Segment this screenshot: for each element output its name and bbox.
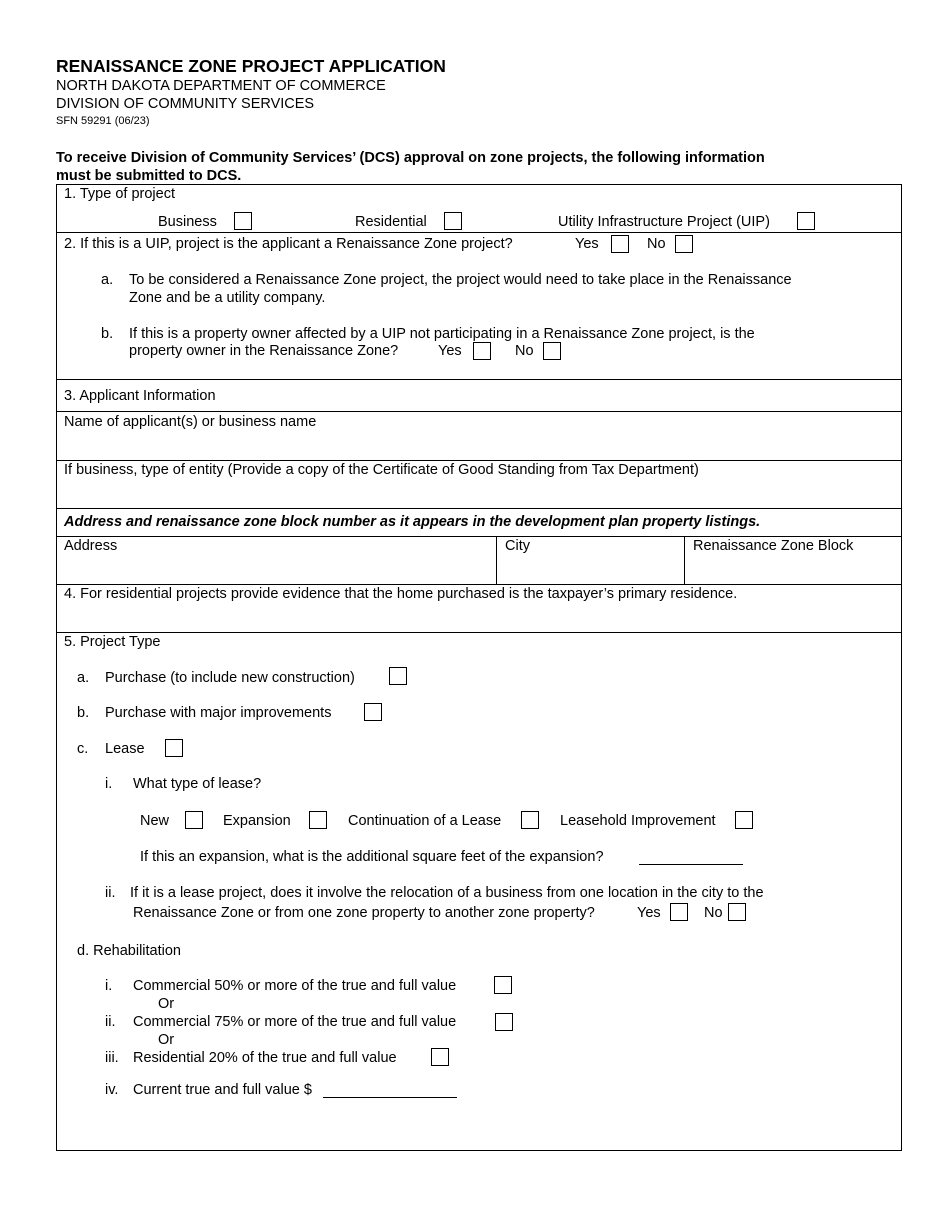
section-1-title: 1. Type of project (64, 186, 175, 202)
divider (56, 584, 902, 585)
divider (56, 536, 902, 537)
expansion-sqft-field[interactable] (639, 864, 743, 865)
department-name: NORTH DAKOTA DEPARTMENT OF COMMERCE (56, 78, 386, 94)
address-label: Address (64, 538, 118, 554)
division-name: DIVISION OF COMMUNITY SERVICES (56, 96, 315, 112)
purchase-improvements-checkbox[interactable] (364, 703, 382, 721)
purchase-label: Purchase (to include new construction) (105, 670, 355, 686)
purchase-improvements-label: Purchase with major improvements (105, 705, 332, 721)
item-marker: ii. (105, 885, 116, 901)
section-2b-line-1: If this is a property owner affected by a UIP not participating in a Renaissance Zone project, is the (129, 326, 755, 342)
residence-evidence-field[interactable] (57, 604, 901, 631)
section-3-title: 3. Applicant Information (64, 388, 216, 404)
item-marker: c. (77, 741, 89, 757)
leasehold-improvement-checkbox[interactable] (735, 811, 753, 829)
or-text: Or (158, 996, 175, 1012)
address-field[interactable] (57, 556, 495, 583)
divider (56, 508, 902, 509)
lease-new-checkbox[interactable] (185, 811, 203, 829)
lease-type-question: What type of lease? (133, 776, 262, 792)
leasehold-improvement-label: Leasehold Improvement (560, 813, 716, 829)
entity-type-field[interactable] (57, 480, 901, 507)
relocation-question-line-1: If it is a lease project, does it involve the relocation of a business from one location in the city to the (130, 885, 764, 901)
residential-label: Residential (355, 214, 427, 230)
divider (56, 232, 902, 233)
purchase-checkbox[interactable] (389, 667, 407, 685)
uip-rz-yes-label: Yes (575, 236, 599, 252)
business-label: Business (158, 214, 217, 230)
owner-rz-no-checkbox[interactable] (543, 342, 561, 360)
applicant-name-field[interactable] (57, 432, 901, 459)
uip-rz-no-label: No (647, 236, 666, 252)
uip-rz-no-checkbox[interactable] (675, 235, 693, 253)
item-marker: a. (77, 670, 90, 686)
uip-checkbox[interactable] (797, 212, 815, 230)
item-marker: b. (101, 326, 114, 342)
address-note: Address and renaissance zone block number as it appears in the development plan property listings. (64, 514, 761, 530)
current-value-label: Current true and full value $ (133, 1082, 312, 1098)
lease-expansion-checkbox[interactable] (309, 811, 327, 829)
item-marker: a. (101, 272, 114, 288)
owner-rz-no-label: No (515, 343, 534, 359)
commercial-50-label: Commercial 50% or more of the true and full value (133, 978, 457, 994)
lease-continuation-checkbox[interactable] (521, 811, 539, 829)
form-title: RENAISSANCE ZONE PROJECT APPLICATION (56, 56, 446, 76)
section-2a-line-1: To be considered a Renaissance Zone project, the project would need to take place in the Renaissance (129, 272, 792, 288)
residential-20-label: Residential 20% of the true and full value (133, 1050, 397, 1066)
item-marker: ii. (105, 1014, 116, 1030)
relocation-no-label: No (704, 905, 723, 921)
lease-checkbox[interactable] (165, 739, 183, 757)
or-text: Or (158, 1032, 175, 1048)
uip-label: Utility Infrastructure Project (UIP) (558, 214, 770, 230)
relocation-yes-checkbox[interactable] (670, 903, 688, 921)
lease-expansion-label: Expansion (223, 813, 291, 829)
owner-rz-yes-checkbox[interactable] (473, 342, 491, 360)
item-marker: i. (105, 776, 113, 792)
city-field[interactable] (497, 556, 683, 583)
rehabilitation-title: d. Rehabilitation (77, 943, 181, 959)
expansion-sqft-label: If this an expansion, what is the additional square feet of the expansion? (140, 849, 604, 865)
section-4-text: 4. For residential projects provide evidence that the home purchased is the taxpayer’s primary residence. (64, 586, 738, 602)
item-marker: iv. (105, 1082, 119, 1098)
entity-type-label: If business, type of entity (Provide a copy of the Certificate of Good Standing from Tax Department) (64, 462, 699, 478)
relocation-yes-label: Yes (637, 905, 661, 921)
intro-line-2: must be submitted to DCS. (56, 168, 242, 184)
city-label: City (505, 538, 530, 554)
divider (56, 632, 902, 633)
commercial-75-label: Commercial 75% or more of the true and full value (133, 1014, 457, 1030)
section-2-question: 2. If this is a UIP, project is the applicant a Renaissance Zone project? (64, 236, 513, 252)
owner-rz-yes-label: Yes (438, 343, 462, 359)
divider (56, 411, 902, 412)
residential-20-checkbox[interactable] (431, 1048, 449, 1066)
uip-rz-yes-checkbox[interactable] (611, 235, 629, 253)
business-checkbox[interactable] (234, 212, 252, 230)
form-number: SFN 59291 (06/23) (56, 115, 150, 127)
intro-line-1: To receive Division of Community Services’ (DCS) approval on zone projects, the following information (56, 150, 765, 166)
lease-continuation-label: Continuation of a Lease (348, 813, 502, 829)
residential-checkbox[interactable] (444, 212, 462, 230)
lease-new-label: New (140, 813, 170, 829)
section-5-title: 5. Project Type (64, 634, 161, 650)
commercial-75-checkbox[interactable] (495, 1013, 513, 1031)
item-marker: b. (77, 705, 90, 721)
applicant-name-label: Name of applicant(s) or business name (64, 414, 317, 430)
lease-label: Lease (105, 741, 145, 757)
commercial-50-checkbox[interactable] (494, 976, 512, 994)
zone-block-label: Renaissance Zone Block (693, 538, 854, 554)
section-2a-line-2: Zone and be a utility company. (129, 290, 326, 306)
relocation-no-checkbox[interactable] (728, 903, 746, 921)
section-2b-line-2: property owner in the Renaissance Zone? (129, 343, 399, 359)
zone-block-field[interactable] (685, 556, 901, 583)
item-marker: i. (105, 978, 113, 994)
divider (56, 460, 902, 461)
relocation-question-line-2: Renaissance Zone or from one zone property to another zone property? (133, 905, 595, 921)
divider (56, 379, 902, 380)
item-marker: iii. (105, 1050, 119, 1066)
current-value-field[interactable] (323, 1097, 457, 1098)
